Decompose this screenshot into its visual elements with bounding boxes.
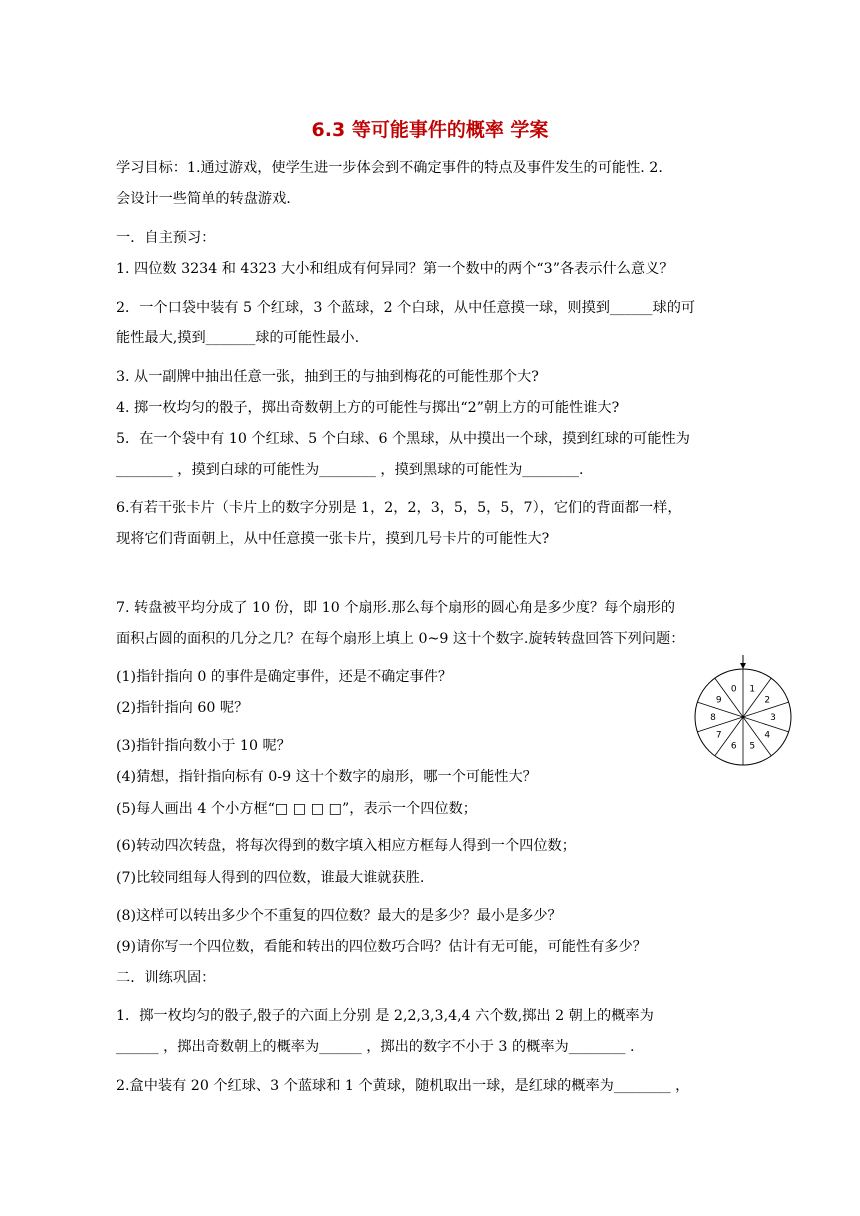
text-line: 2.盒中装有 20 个红球、3 个蓝球和 1 个黄球，随机取出一球，是红球的概率为________ ，	[116, 1078, 690, 1094]
text-line: ______ ，掷出奇数朝上的概率为______ ，掷出的数字不小于 3 的概率为________ .	[116, 1039, 635, 1055]
wheel-number-label: 7	[715, 730, 722, 741]
pointer-arrow-icon	[740, 663, 746, 669]
wheel-number-label: 0	[730, 684, 737, 695]
wheel-spoke	[697, 717, 743, 732]
wheel-number-label: 4	[764, 730, 771, 741]
wheel-number-label: 3	[770, 713, 776, 723]
text-line: 5．在一个袋中有 10 个红球、5 个白球、6 个黑球，从中摸出一个球，摸到红球的可能性为	[116, 431, 690, 447]
text-line: 2．一个口袋中装有 5 个红球，3 个蓝球，2 个白球，从中任意摸一球，则摸到______球的可	[116, 300, 696, 316]
wheel-number-label: 2	[764, 695, 771, 706]
text-line: 会设计一些简单的转盘游戏.	[116, 191, 291, 207]
text-line: (5)每人画出 4 个小方框“□ □ □ □”，表示一个四位数；	[116, 801, 477, 817]
text-line: 7. 转盘被平均分成了 10 份，即 10 个扇形.那么每个扇形的圆心角是多少度？每个扇形的	[116, 600, 676, 616]
text-line: 1. 四位数 3234 和 4323 大小和组成有何异同？第一个数中的两个“3”各表示什么意义？	[116, 261, 674, 277]
text-line: ________ ，摸到白球的可能性为________ ，摸到黑球的可能性为________.	[116, 462, 584, 478]
text-line: (2)指针指向 60 呢？	[116, 700, 249, 716]
section-heading: 二．训练巩固：	[116, 970, 216, 986]
text-line: 能性最大,摸到_______球的可能性最小.	[116, 330, 360, 346]
wheel-number-label: 6	[730, 741, 737, 752]
text-line: 学习目标：1.通过游戏，使学生进一步体会到不确定事件的特点及事件发生的可能性. 2.	[116, 160, 663, 176]
text-line: 3. 从一副牌中抽出任意一张，抽到王的与抽到梅花的可能性那个大?	[116, 369, 539, 385]
wheel-number-label: 9	[715, 695, 722, 706]
wheel-spoke	[743, 717, 789, 732]
text-line: 现将它们背面朝上，从中任意摸一张卡片，摸到几号卡片的可能性大?	[116, 531, 550, 547]
text-line: (1)指针指向 0 的事件是确定事件，还是不确定事件？	[116, 669, 453, 685]
text-line: 1．掷一枚均匀的骰子,骰子的六面上分别 是 2,2,3,3,4,4 六个数,掷出 2 朝上的概率为	[116, 1008, 654, 1024]
text-line: 4. 掷一枚均匀的骰子，掷出奇数朝上方的可能性与掷出“2”朝上方的可能性谁大?	[116, 400, 620, 416]
text-line: (9)请你写一个四位数，看能和转出的四位数巧合吗？估计有无可能，可能性有多少？	[116, 939, 647, 955]
wheel-number-label: 1	[749, 684, 756, 695]
spinner-wheel-figure	[693, 655, 793, 767]
wheel-number-label: 8	[710, 713, 716, 723]
text-line: (8)这样可以转出多少个不重复的四位数？最大的是多少？最小是多少？	[116, 908, 562, 924]
wheel-number-label: 5	[749, 741, 756, 752]
document-title: 6.3 等可能事件的概率 学案	[311, 119, 549, 141]
text-line: (3)指针指向数小于 10 呢？	[116, 738, 291, 754]
text-line: (7)比较同组每人得到的四位数，谁最大谁就获胜.	[116, 870, 425, 886]
text-line: (6)转动四次转盘，将每次得到的数字填入相应方框每人得到一个四位数；	[116, 838, 576, 854]
text-line: 面积占圆的面积的几分之几？在每个扇形上填上 0~9 这十个数字.旋转转盘回答下列问题：	[116, 631, 685, 647]
text-line: (4)猜想，指针指向标有 0-9 这十个数字的扇形，哪一个可能性大？	[116, 769, 537, 785]
text-line: 6.有若干张卡片（卡片上的数字分别是 1，2，2，3，5，5，5，7），它们的背面都一样，	[116, 500, 682, 516]
section-heading: 一．自主预习：	[116, 230, 216, 246]
